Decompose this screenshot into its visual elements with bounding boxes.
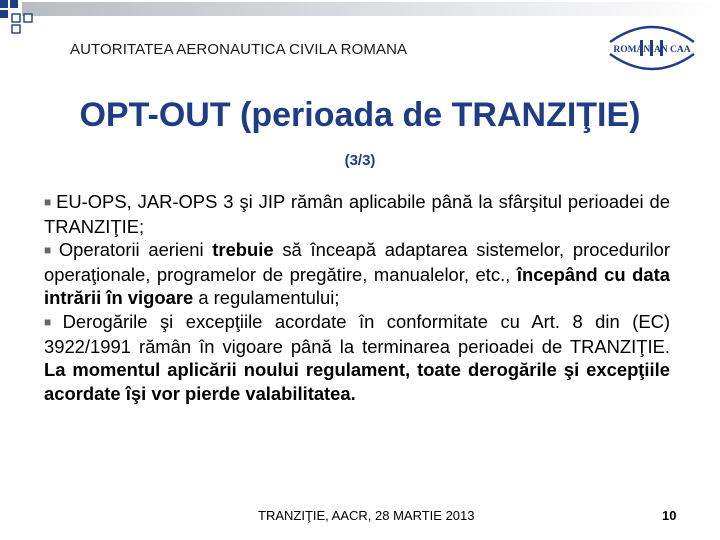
- slide-title: OPT-OUT (perioada de TRANZIŢIE): [79, 96, 641, 134]
- footer-text: TRANZIŢIE, AACR, 28 MARTIE 2013: [258, 508, 475, 523]
- bullet-item: ■ Derogările şi excepţiile acordate în conformitate cu Art. 8 din (EC) 3922/1991 rămân în vigoare până la terminarea perioadei de TRANZIŢIE. La momentul aplicării noului regulament, toate derogările şi excepţiile acordate îşi vor pierde valabilitatea.: [44, 310, 671, 404]
- square-bullet-icon: ■: [44, 195, 53, 209]
- square-bullet-icon: ■: [44, 314, 59, 329]
- page-number: 10: [662, 508, 677, 523]
- romanian-caa-logo: [600, 18, 704, 78]
- bullet-item: ■ Operatorii aerieni trebuie să înceapă adaptarea sistemelor, procedurilor operaţionale, programelor de pregătire, manualelor, etc., începând cu data intrării în vigoare a regulamentului;: [44, 239, 670, 309]
- logo-text: ROMANIAN CAA: [613, 45, 691, 55]
- bullet-item: ■ EU-OPS, JAR-OPS 3 şi JIP rămân aplicabile până la sfârşitul perioadei de TRANZIŢIE;: [44, 191, 670, 237]
- bullet-list: [44, 190, 670, 405]
- organization-name: AUTORITATEA AERONAUTICA CIVILA ROMANA: [70, 41, 408, 58]
- square-bullet-icon: ■: [44, 243, 55, 258]
- slide-subtitle: (3/3): [344, 152, 376, 169]
